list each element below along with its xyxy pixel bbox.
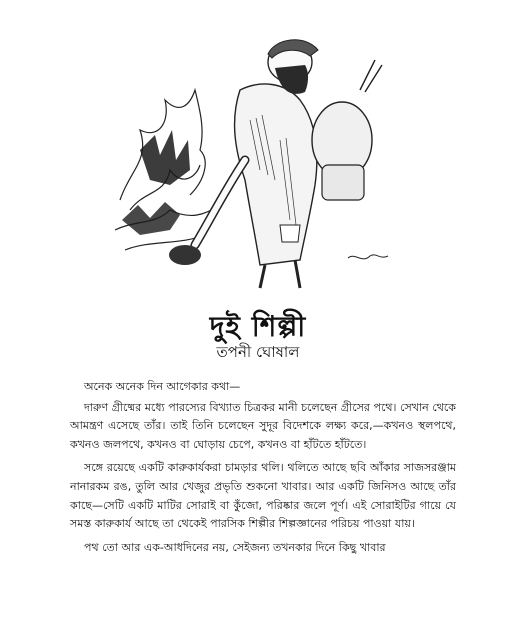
paragraph: পথ তো আর এক-আধদিনের নয়, সেইজন্য তখনকার দিনে কিছু খাবার [84,540,386,554]
story-author: তপনী ঘোষাল [216,343,300,361]
story-title: দুই শিল্পী [209,310,307,343]
story-body [70,378,456,562]
paragraph: অনেক অনেক দিন আগেকার কথা— [84,380,241,393]
paragraph: দারুণ গ্রীষ্মের মধ্যে পারস্যের বিখ্যাত চিত্রকর মানী চলেছেন গ্রীসের পথে। সেখান থেকে আমন্ত্রণ এসেছে তাঁর। তাই তিনি চলেছেন সুদূর বিদেশকে লক্ষ্য করে,—কখনও স্থলপথে, কখনও জলপথে, কখনও বা ঘোড়ায় চেপে, কখনও বা হাঁটতে হাঁটতে। [70,400,456,451]
traveler-illustration-svg [110,20,400,290]
paragraph: সঙ্গে রয়েছে একটি কারুকার্যকরা চামড়ার থলি। থলিতে আছে ছবি আঁকার সাজসরঞ্জাম নানারকম রঙ, তুলি আর খেজুর প্রভৃতি শুকনো খাবার। আর একটি জিনিসও আছে তাঁর কাছে—সেটি একটি মাটির সোরাই বা কুঁজো, পরিষ্কার জলে পূর্ণ। এই সোরাইটির গায়ে যে সমস্ত কারুকার্য আছে তা থেকেই পারসিক শিল্পীর শিল্পজ্ঞানের পরিচয় পাওয়া যায়। [70,461,456,531]
story-illustration [110,20,400,290]
